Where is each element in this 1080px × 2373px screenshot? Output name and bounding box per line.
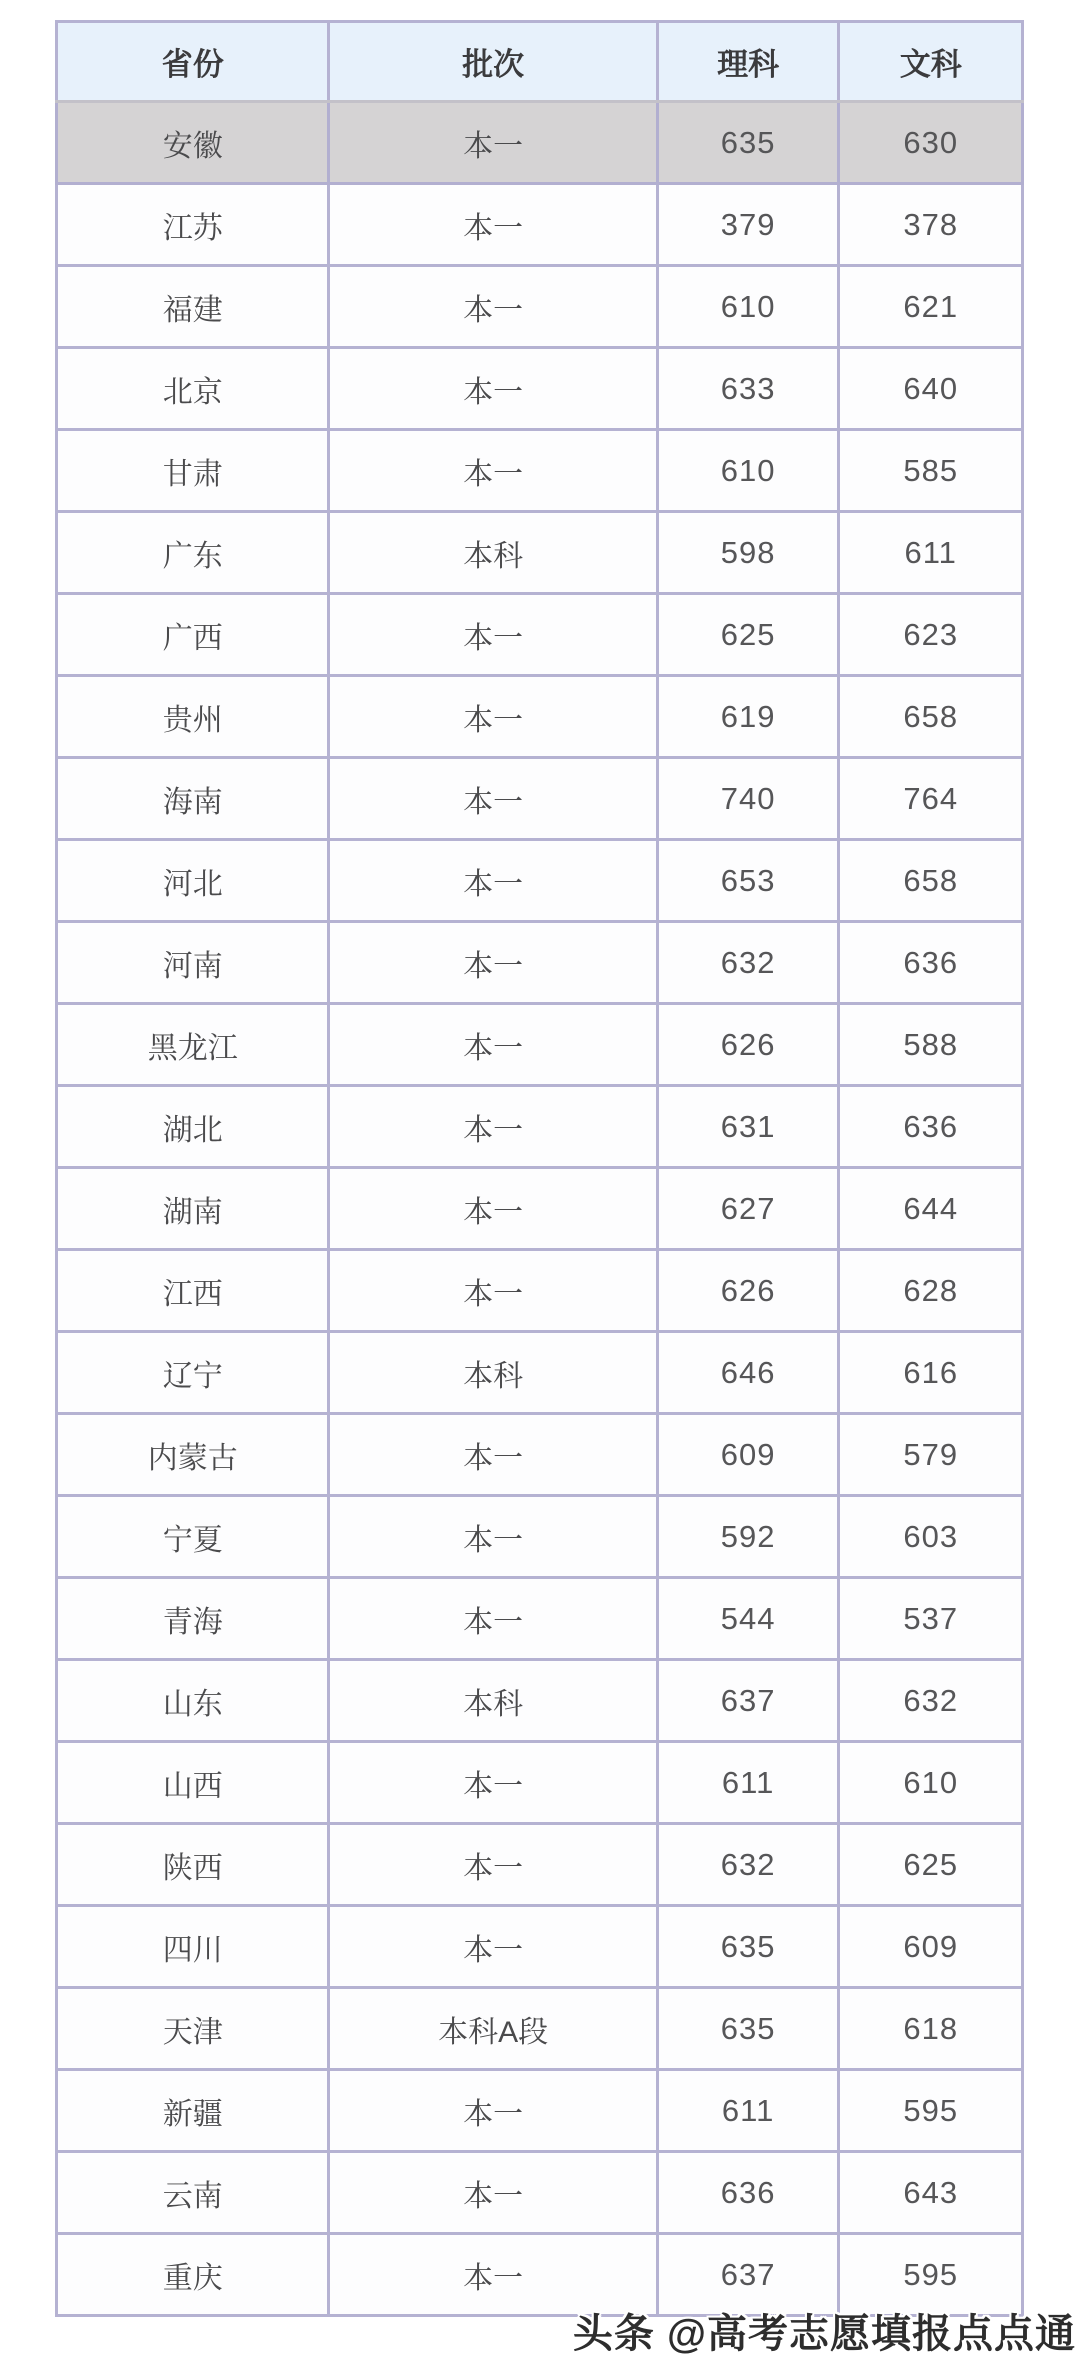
science-score-cell: 610 [657, 430, 839, 512]
arts-score-cell: 630 [839, 102, 1023, 184]
table-row [57, 2070, 1023, 2152]
batch-cell: 本一 [329, 1004, 657, 1086]
table-row [57, 594, 1023, 676]
province-cell: 江西 [57, 1250, 329, 1332]
table-header [57, 22, 1023, 102]
watermark: 头条 @高考志愿填报点点通 [572, 2312, 1076, 2356]
province-cell: 云南 [57, 2152, 329, 2234]
province-cell: 宁夏 [57, 1496, 329, 1578]
batch-cell: 本一 [329, 676, 657, 758]
table-row [57, 1250, 1023, 1332]
column-header-batch: 批次 [329, 22, 657, 102]
arts-score-cell: 609 [839, 1906, 1023, 1988]
province-cell: 青海 [57, 1578, 329, 1660]
science-score-cell: 379 [657, 184, 839, 266]
table-row [57, 1168, 1023, 1250]
arts-score-cell: 628 [839, 1250, 1023, 1332]
province-cell: 黑龙江 [57, 1004, 329, 1086]
batch-cell: 本科 [329, 1660, 657, 1742]
province-cell: 四川 [57, 1906, 329, 1988]
table-row [57, 1414, 1023, 1496]
science-score-cell: 592 [657, 1496, 839, 1578]
science-score-cell: 626 [657, 1250, 839, 1332]
table-row [57, 1496, 1023, 1578]
batch-cell: 本一 [329, 184, 657, 266]
arts-score-cell: 585 [839, 430, 1023, 512]
province-cell: 湖北 [57, 1086, 329, 1168]
arts-score-cell: 610 [839, 1742, 1023, 1824]
batch-cell: 本一 [329, 1168, 657, 1250]
science-score-cell: 635 [657, 1988, 839, 2070]
arts-score-cell: 644 [839, 1168, 1023, 1250]
table-row [57, 102, 1023, 184]
arts-score-cell: 579 [839, 1414, 1023, 1496]
batch-cell: 本一 [329, 348, 657, 430]
science-score-cell: 611 [657, 2070, 839, 2152]
science-score-cell: 632 [657, 1824, 839, 1906]
arts-score-cell: 658 [839, 676, 1023, 758]
batch-cell: 本一 [329, 840, 657, 922]
arts-score-cell: 611 [839, 512, 1023, 594]
batch-cell: 本一 [329, 1824, 657, 1906]
batch-cell: 本一 [329, 1086, 657, 1168]
table-row [57, 758, 1023, 840]
batch-cell: 本科 [329, 1332, 657, 1414]
science-score-cell: 611 [657, 1742, 839, 1824]
table-body [57, 102, 1023, 2316]
table-row [57, 1332, 1023, 1414]
arts-score-cell: 764 [839, 758, 1023, 840]
batch-cell: 本一 [329, 2070, 657, 2152]
province-cell: 河南 [57, 922, 329, 1004]
arts-score-cell: 636 [839, 922, 1023, 1004]
arts-score-cell: 537 [839, 1578, 1023, 1660]
province-cell: 山西 [57, 1742, 329, 1824]
batch-cell: 本一 [329, 1906, 657, 1988]
province-cell: 贵州 [57, 676, 329, 758]
province-cell: 陕西 [57, 1824, 329, 1906]
table-row [57, 1086, 1023, 1168]
province-cell: 江苏 [57, 184, 329, 266]
province-cell: 北京 [57, 348, 329, 430]
batch-cell: 本一 [329, 1742, 657, 1824]
batch-cell: 本一 [329, 2152, 657, 2234]
science-score-cell: 635 [657, 1906, 839, 1988]
arts-score-cell: 378 [839, 184, 1023, 266]
batch-cell: 本一 [329, 1250, 657, 1332]
table-row [57, 1578, 1023, 1660]
science-score-cell: 740 [657, 758, 839, 840]
science-score-cell: 625 [657, 594, 839, 676]
column-header-province: 省份 [57, 22, 329, 102]
batch-cell: 本一 [329, 758, 657, 840]
province-cell: 重庆 [57, 2234, 329, 2316]
science-score-cell: 626 [657, 1004, 839, 1086]
table-row [57, 1004, 1023, 1086]
table-row [57, 676, 1023, 758]
province-cell: 甘肃 [57, 430, 329, 512]
arts-score-cell: 595 [839, 2070, 1023, 2152]
table-row [57, 184, 1023, 266]
arts-score-cell: 621 [839, 266, 1023, 348]
table-row [57, 840, 1023, 922]
batch-cell: 本科 [329, 512, 657, 594]
science-score-cell: 653 [657, 840, 839, 922]
province-cell: 广西 [57, 594, 329, 676]
arts-score-cell: 603 [839, 1496, 1023, 1578]
science-score-cell: 637 [657, 2234, 839, 2316]
batch-cell: 本一 [329, 266, 657, 348]
table-row [57, 266, 1023, 348]
admission-score-table-container [55, 20, 1024, 2317]
arts-score-cell: 658 [839, 840, 1023, 922]
province-cell: 福建 [57, 266, 329, 348]
table-row [57, 1824, 1023, 1906]
science-score-cell: 635 [657, 102, 839, 184]
science-score-cell: 544 [657, 1578, 839, 1660]
table-row [57, 348, 1023, 430]
province-cell: 新疆 [57, 2070, 329, 2152]
table-row [57, 1988, 1023, 2070]
science-score-cell: 610 [657, 266, 839, 348]
province-cell: 安徽 [57, 102, 329, 184]
arts-score-cell: 616 [839, 1332, 1023, 1414]
arts-score-cell: 623 [839, 594, 1023, 676]
science-score-cell: 632 [657, 922, 839, 1004]
table-row [57, 1660, 1023, 1742]
table-row [57, 1742, 1023, 1824]
batch-cell: 本一 [329, 102, 657, 184]
table-header-row [57, 22, 1023, 102]
arts-score-cell: 595 [839, 2234, 1023, 2316]
batch-cell: 本一 [329, 2234, 657, 2316]
arts-score-cell: 636 [839, 1086, 1023, 1168]
province-cell: 内蒙古 [57, 1414, 329, 1496]
admission-score-table [55, 20, 1024, 2317]
province-cell: 湖南 [57, 1168, 329, 1250]
arts-score-cell: 632 [839, 1660, 1023, 1742]
batch-cell: 本科A段 [329, 1988, 657, 2070]
science-score-cell: 636 [657, 2152, 839, 2234]
batch-cell: 本一 [329, 1414, 657, 1496]
province-cell: 河北 [57, 840, 329, 922]
province-cell: 天津 [57, 1988, 329, 2070]
science-score-cell: 609 [657, 1414, 839, 1496]
science-score-cell: 631 [657, 1086, 839, 1168]
batch-cell: 本一 [329, 922, 657, 1004]
batch-cell: 本一 [329, 1496, 657, 1578]
table-row [57, 922, 1023, 1004]
science-score-cell: 646 [657, 1332, 839, 1414]
province-cell: 山东 [57, 1660, 329, 1742]
science-score-cell: 637 [657, 1660, 839, 1742]
arts-score-cell: 643 [839, 2152, 1023, 2234]
province-cell: 辽宁 [57, 1332, 329, 1414]
batch-cell: 本一 [329, 1578, 657, 1660]
arts-score-cell: 618 [839, 1988, 1023, 2070]
table-row [57, 2152, 1023, 2234]
science-score-cell: 619 [657, 676, 839, 758]
arts-score-cell: 625 [839, 1824, 1023, 1906]
science-score-cell: 598 [657, 512, 839, 594]
arts-score-cell: 640 [839, 348, 1023, 430]
science-score-cell: 633 [657, 348, 839, 430]
batch-cell: 本一 [329, 594, 657, 676]
science-score-cell: 627 [657, 1168, 839, 1250]
province-cell: 海南 [57, 758, 329, 840]
arts-score-cell: 588 [839, 1004, 1023, 1086]
table-row [57, 1906, 1023, 1988]
table-row [57, 430, 1023, 512]
column-header-arts: 文科 [839, 22, 1023, 102]
column-header-science: 理科 [657, 22, 839, 102]
table-row [57, 512, 1023, 594]
batch-cell: 本一 [329, 430, 657, 512]
province-cell: 广东 [57, 512, 329, 594]
